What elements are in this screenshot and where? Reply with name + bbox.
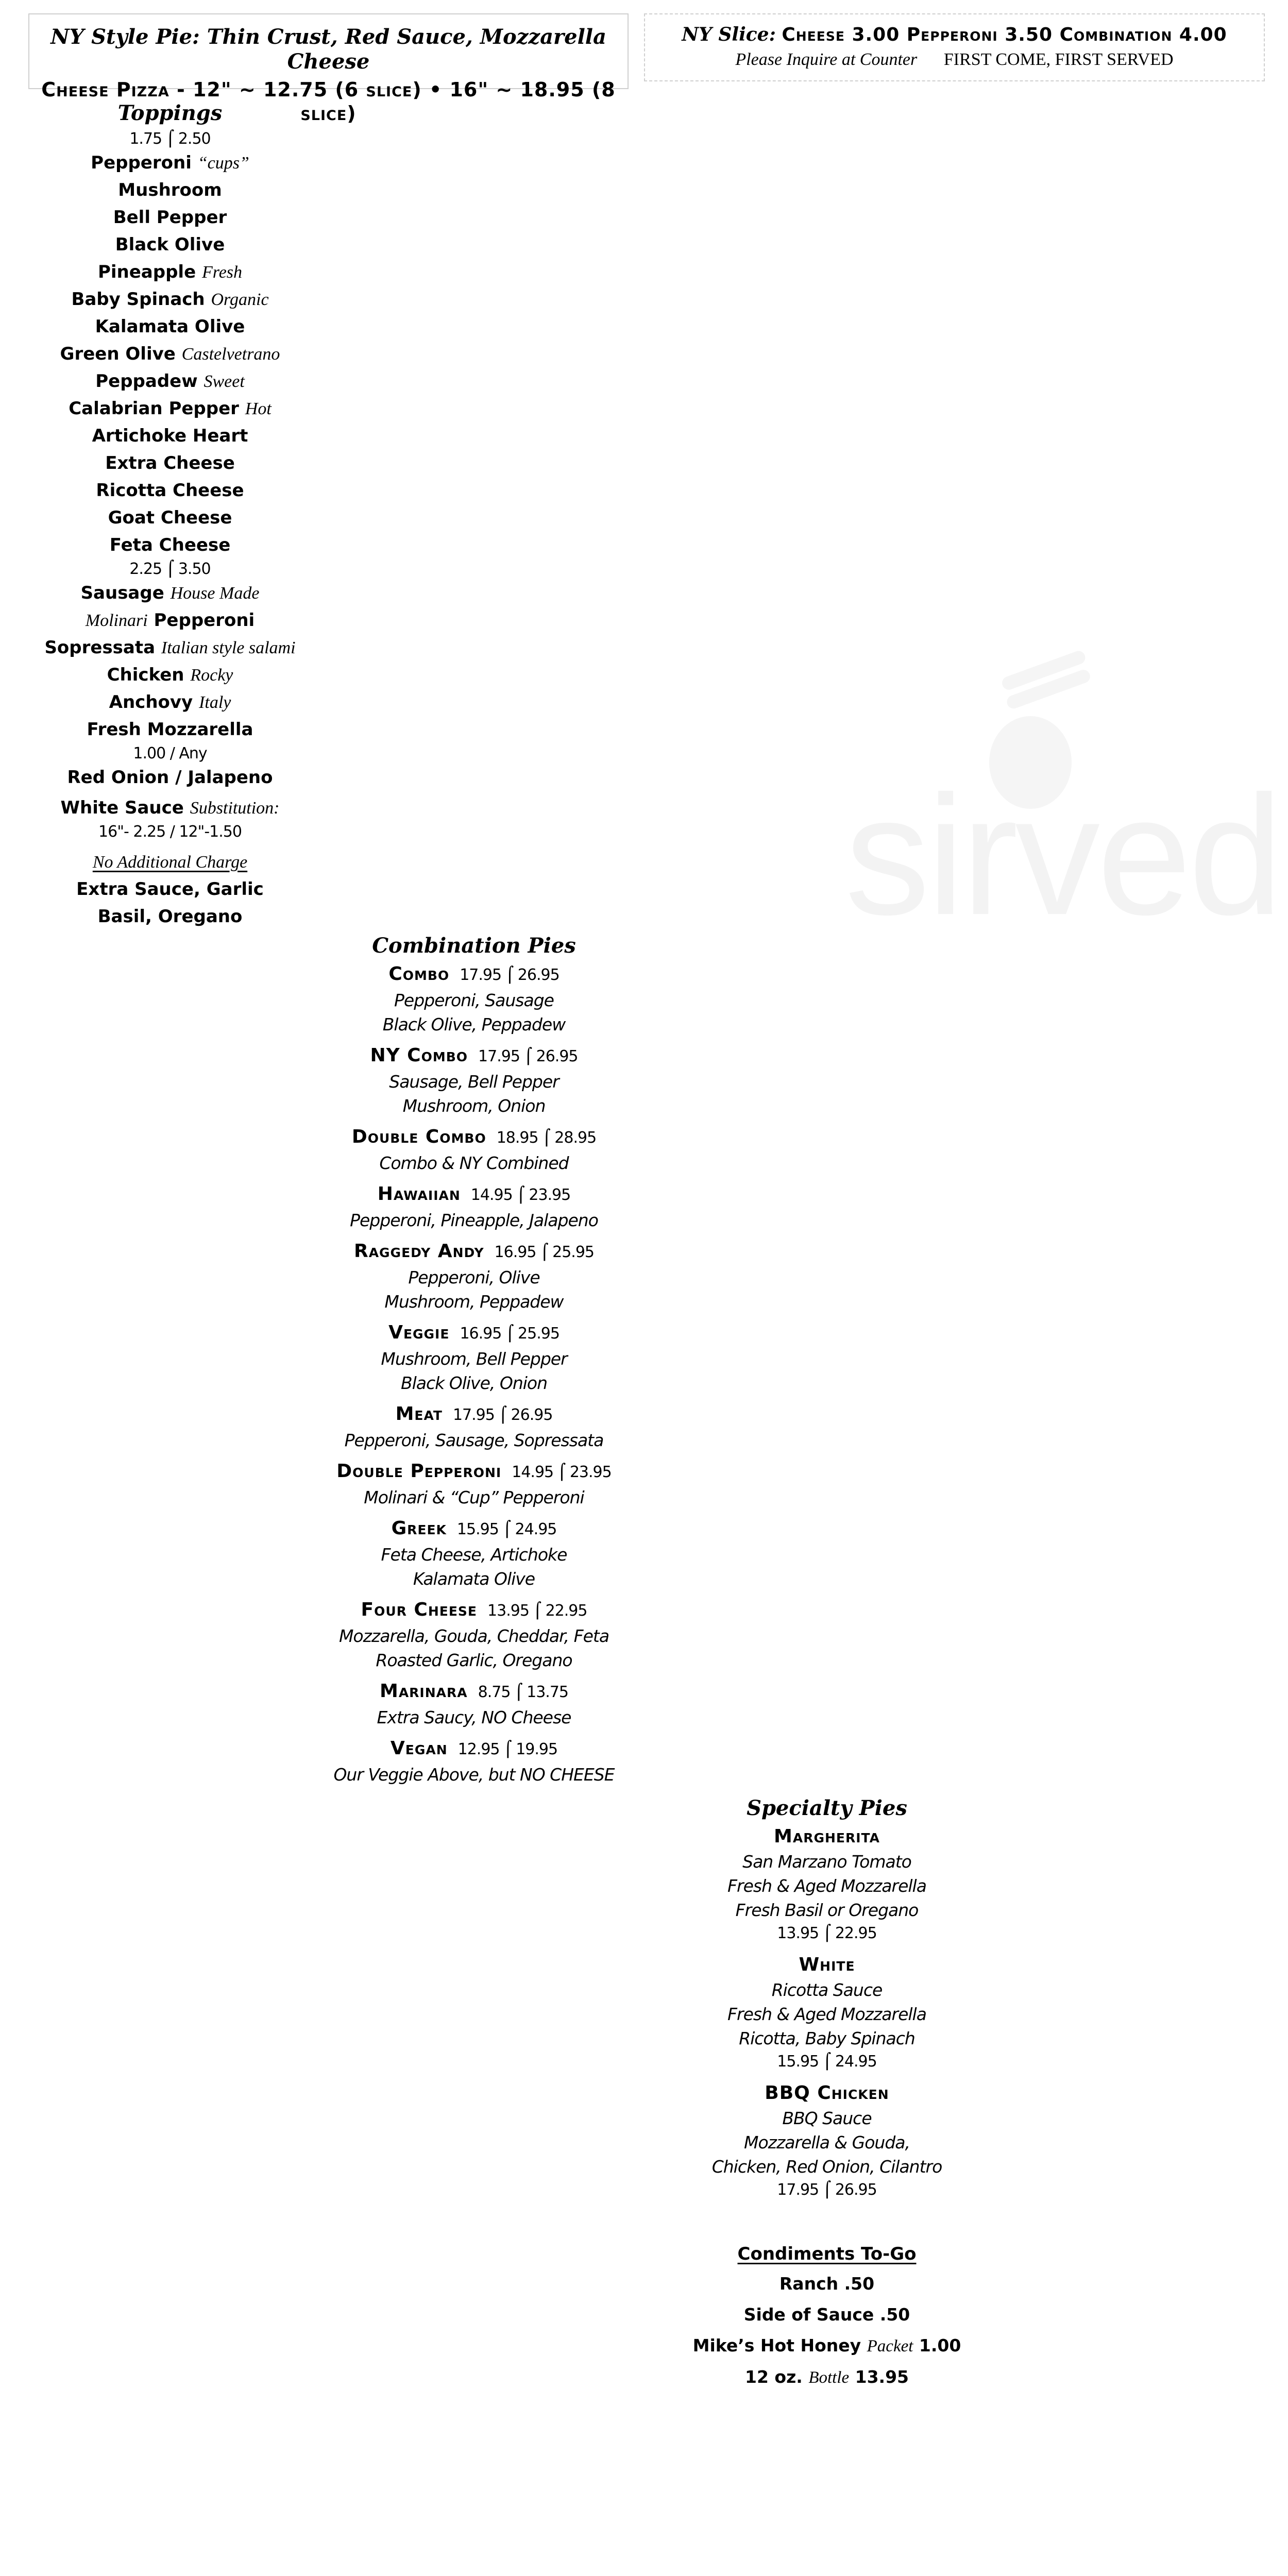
specialty-pie-price: 17.95 ⌠ 26.95 [777,2181,877,2199]
condiment-name: 12 oz. [744,2367,803,2387]
topping-item [15,477,325,504]
combination-pie-desc: Mushroom, Onion [402,1096,546,1116]
condiments-title: Condiments To-Go [737,2244,917,2264]
specialty-pie-desc: Fresh & Aged Mozzarella [727,2004,926,2024]
combination-pie-price: 14.95 ⌠ 23.95 [512,1463,612,1481]
combination-pie-name: Meat [395,1403,443,1425]
combination-pie-desc: Molinari & “Cup” Pepperoni [364,1487,584,1507]
combination-pie-desc: Pepperoni, Sausage [394,990,554,1010]
fork-spoon-watermark-icon [979,644,1092,809]
combination-pies-section [319,930,629,1787]
topping-note: “cups” [197,154,249,173]
combination-pie-desc: Pepperoni, Sausage, Sopressata [344,1430,604,1450]
topping-item [15,716,325,743]
condiment-item [675,2330,979,2362]
combination-pie-name: Combo [388,963,450,985]
topping-name: Bell Pepper [113,207,227,228]
topping-item [15,341,325,368]
combination-pie-heading [319,1459,629,1485]
topping-note: Italian style salami [161,638,296,657]
topping-name: Anchovy [109,692,193,713]
condiment-price: 13.95 [855,2367,909,2387]
topping-name: Sopressata [44,637,156,658]
topping-note: Hot [245,399,272,418]
white-sauce-label: White Sauce [60,798,184,818]
combination-pie-price: 15.95 ⌠ 24.95 [456,1520,557,1538]
combination-pie [319,1320,629,1395]
specialty-pie-name: Margherita [774,1826,880,1847]
topping-name: Mushroom [118,180,222,200]
combination-pie-desc: Extra Saucy, NO Cheese [377,1707,571,1727]
combination-pie-price: 14.95 ⌠ 23.95 [470,1186,571,1204]
topping-item [15,422,325,450]
topping-name: Feta Cheese [109,535,231,555]
topping-note: Rocky [190,666,233,685]
tier2-price: 2.25 ⌠ 3.50 [129,560,211,578]
combination-pie-desc: Mushroom, Bell Pepper [381,1349,567,1369]
combination-pie-heading [319,961,629,988]
combination-pie-name: Double Pepperoni [336,1461,502,1482]
combination-pie-heading [319,1679,629,1705]
combination-pie-price: 16.95 ⌠ 25.95 [460,1325,560,1343]
combination-pie [319,1401,629,1452]
topping-note: Organic [211,290,269,309]
specialty-pie-desc: BBQ Sauce [782,2108,872,2128]
topping-name: Ricotta Cheese [96,480,244,501]
combination-pie-price: 13.95 ⌠ 22.95 [487,1602,587,1620]
inquire-note: Please Inquire at Counter [735,50,918,70]
combination-pie-desc: Combo & NY Combined [379,1153,569,1173]
specialty-pie-desc: Ricotta Sauce [771,1980,883,2000]
specialty-pie [675,2080,979,2201]
topping-name: Chicken [107,665,184,685]
topping-name: Artichoke Heart [92,426,248,446]
combination-pie-desc: Mozzarella, Gouda, Cheddar, Feta [338,1626,609,1646]
topping-item: Red Onion / Jalapeno [67,767,273,788]
combination-pie-price: 12.95 ⌠ 19.95 [457,1740,558,1758]
combination-pie-desc: Roasted Garlic, Oregano [376,1650,572,1670]
combination-pies-title: Combination Pies [372,934,576,958]
specialty-pie-desc: Fresh & Aged Mozzarella [727,1876,926,1896]
tier3-price: 1.00 / Any [133,744,207,762]
specialty-pies-list [675,1824,979,2201]
combination-pie [319,1459,629,1510]
topping-item [15,368,325,395]
topping-note: Castelvetrano [181,345,280,364]
combination-pie-desc: Pepperoni, Pineapple, Jalapeno [350,1210,598,1230]
combination-pie-desc: Mushroom, Peppadew [384,1292,564,1312]
topping-item [15,607,325,634]
specialty-pie-desc: Fresh Basil or Oregano [735,1900,919,1920]
topping-note: House Made [170,584,260,603]
topping-item [15,662,325,689]
combination-pie [319,1736,629,1787]
combination-pie-desc: Black Olive, Onion [400,1373,548,1393]
topping-name: Pineapple [97,262,196,282]
combination-pie [319,1597,629,1672]
topping-note: Sweet [204,372,245,391]
topping-name: Pepperoni [91,152,192,173]
specialty-pie-desc: San Marzano Tomato [742,1852,911,1872]
specialty-pies-section [675,1793,979,2393]
topping-name: Black Olive [115,234,225,255]
combination-pie-name: Double Combo [351,1126,486,1147]
condiment-note: Packet [867,2337,913,2355]
tier2-toppings-list [15,580,325,743]
combination-pie-price: 18.95 ⌠ 28.95 [496,1129,597,1147]
specialty-pie-name: White [799,1954,855,1975]
combination-pie-name: Vegan [390,1738,448,1759]
first-come-note: FIRST COME, FIRST SERVED [943,50,1174,70]
topping-item [15,231,325,259]
specialty-pie [675,1952,979,2073]
combination-pie-heading [319,1181,629,1208]
specialty-pie [675,1824,979,1945]
specialty-pies-title: Specialty Pies [747,1796,907,1820]
combination-pies-list [319,961,629,1787]
condiment-name: Mike’s Hot Honey [692,2335,861,2355]
no-charge-line: Basil, Oregano [97,906,243,927]
topping-name: Goat Cheese [108,507,232,528]
combination-pie-desc: Pepperoni, Olive [408,1267,540,1287]
topping-name: Sausage [80,583,164,603]
condiment-price: .50 [879,2304,910,2325]
topping-item [15,504,325,532]
topping-item [15,395,325,422]
topping-note: Italy [199,693,231,712]
topping-item [15,634,325,662]
combination-pie-price: 16.95 ⌠ 25.95 [494,1243,595,1261]
combination-pie [319,1181,629,1232]
combination-pie-heading [319,1401,629,1428]
condiment-item [675,2299,979,2330]
topping-item [15,532,325,559]
specialty-pie-price: 15.95 ⌠ 24.95 [777,2053,877,2071]
topping-name: Pepperoni [154,610,255,631]
white-sauce-item [15,794,325,822]
specialty-pie-price: 13.95 ⌠ 22.95 [777,1924,877,1942]
combination-pie [319,1516,629,1591]
combination-pie-heading [319,1736,629,1762]
topping-item [15,204,325,231]
combination-pie [319,961,629,1037]
combination-pie-heading [319,1239,629,1265]
topping-item [15,450,325,477]
condiments-list [675,2268,979,2393]
topping-item [15,286,325,313]
condiment-name: Ranch [779,2274,839,2294]
topping-note: Molinari [85,611,148,630]
condiment-note: Bottle [808,2368,850,2387]
topping-name: Peppadew [95,371,198,392]
watermark-text: sirved [845,760,1280,950]
combination-pie [319,1124,629,1175]
tier1-toppings-list [15,149,325,559]
combination-pie [319,1679,629,1730]
toppings-title: Toppings [117,101,223,125]
condiment-name: Side of Sauce [743,2304,874,2325]
topping-name: Extra Cheese [105,453,235,473]
condiment-price: 1.00 [919,2335,961,2355]
ny-slice-label: NY Slice: [682,24,776,45]
no-charge-title: No Additional Charge [92,853,248,872]
topping-name: Calabrian Pepper [69,398,239,419]
combination-pie-name: Hawaiian [377,1183,461,1205]
specialty-pie-desc: Ricotta, Baby Spinach [739,2028,915,2048]
no-charge-line: Extra Sauce, Garlic [76,879,264,900]
combination-pie-name: Four Cheese [361,1599,478,1620]
combination-pie [319,1043,629,1118]
condiment-price: .50 [844,2274,875,2294]
combination-pie-name: Marinara [380,1681,468,1702]
combination-pie-price: 17.95 ⌠ 26.95 [478,1047,578,1065]
toppings-section [15,98,325,930]
condiment-item [675,2268,979,2299]
topping-item [15,580,325,607]
combination-pie-heading [319,1320,629,1347]
topping-name: Kalamata Olive [95,316,245,337]
combination-pie-desc: Black Olive, Peppadew [382,1014,566,1035]
combination-pie-heading [319,1124,629,1151]
combination-pie-price: 17.95 ⌠ 26.95 [452,1406,553,1424]
tier1-price: 1.75 ⌠ 2.50 [129,130,211,148]
topping-item [15,177,325,204]
combination-pie-heading [319,1516,629,1543]
topping-name: Baby Spinach [71,289,205,310]
white-sauce-price: 16"- 2.25 / 12"-1.50 [98,823,242,841]
combination-pie-price: 8.75 ⌠ 13.75 [478,1683,568,1701]
white-sauce-note: Substitution: [190,799,280,818]
specialty-pie-desc: Chicken, Red Onion, Cilantro [711,2157,942,2177]
combination-pie-heading [319,1597,629,1624]
topping-name: Green Olive [60,344,176,364]
topping-note: Fresh [201,263,243,282]
combination-pie-price: 17.95 ⌠ 26.95 [460,966,560,984]
topping-item [15,259,325,286]
combination-pie-desc: Sausage, Bell Pepper [389,1072,559,1092]
combination-pie [319,1239,629,1314]
topping-item [15,689,325,716]
combination-pie-name: Veggie [388,1322,450,1343]
ny-slice-banner [644,13,1265,81]
combination-pie-heading [319,1043,629,1070]
condiment-item [675,2362,979,2393]
ny-style-description: NY Style Pie: Thin Crust, Red Sauce, Mozzarella Cheese [50,25,606,74]
specialty-pie-name: BBQ Chicken [765,2082,889,2104]
combination-pie-name: NY Combo [370,1045,468,1066]
specialty-pie-desc: Mozzarella & Gouda, [743,2132,910,2153]
combination-pie-name: Raggedy Andy [353,1241,484,1262]
combination-pie-desc: Our Veggie Above, but NO CHEESE [333,1765,615,1785]
cheese-pizza-price: Cheese Pizza - 12" ~ 12.75 (6 slice) • 16" ~ 18.95 (8 slice) [41,78,616,125]
combination-pie-desc: Kalamata Olive [413,1569,535,1589]
combination-pie-desc: Feta Cheese, Artichoke [381,1545,567,1565]
ny-slice-prices: Cheese 3.00 Pepperoni 3.50 Combination 4.00 [782,24,1227,45]
topping-item [15,149,325,177]
topping-name: Fresh Mozzarella [87,719,253,740]
topping-item [15,313,325,341]
combination-pie-name: Greek [391,1518,447,1539]
